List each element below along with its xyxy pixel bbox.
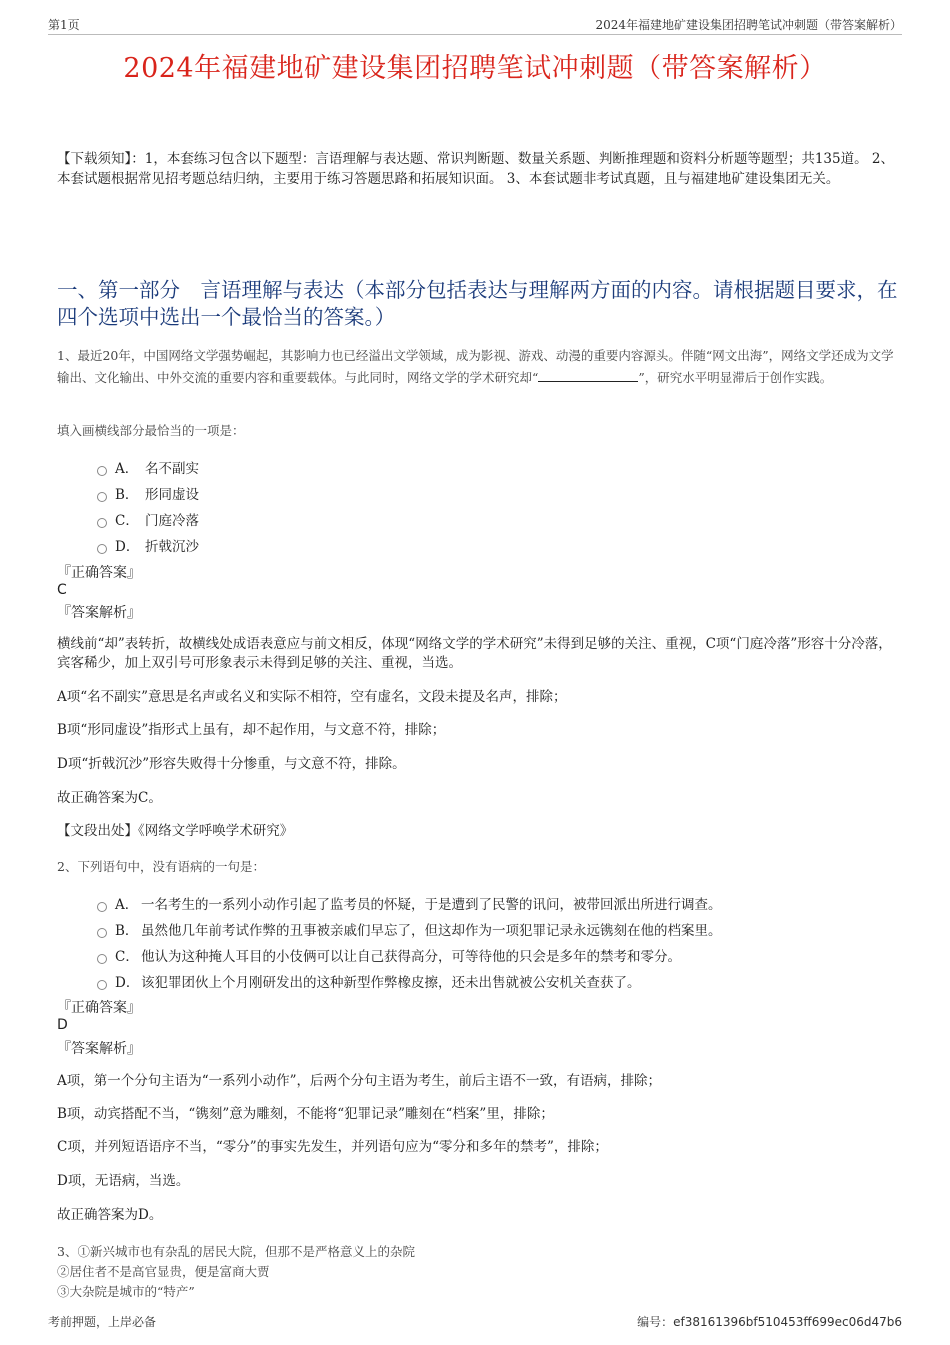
q2-option-c[interactable] — [97, 945, 681, 965]
q2-analysis-para: C项，并列短语语序不当，“零分”的事实先发生，并列语句应为“零分和多年的禁考”，排除； — [57, 1139, 608, 1155]
download-notice: 【下载须知】：1，本套练习包含以下题型：言语理解与表达题、常识判断题、数量关系题、判断推理题和资料分析题等题型；共135道。 2、本套试题根据常见招考题总结归纳，主要用于练习答题思路和拓展知识面。 3、本套试题非考试真题，且与福建地矿建设集团无关。 — [57, 151, 894, 187]
option-label: C． — [115, 949, 139, 965]
footer-code-value: ef38161396bf510453ff699ec06d47b6 — [673, 1315, 902, 1329]
page-number: 第1页 — [48, 18, 80, 32]
q1-analysis-heading: 『答案解析』 — [57, 605, 141, 621]
page-header — [48, 14, 902, 35]
option-label: A． — [115, 897, 139, 913]
radio-icon[interactable] — [97, 902, 107, 912]
q2-stem: 2、下列语句中，没有语病的一句是： — [57, 859, 265, 874]
option-text: 形同虚设 — [145, 487, 199, 503]
option-label: A． — [115, 461, 139, 477]
header-doc-title: 2024年福建地矿建设集团招聘笔试冲刺题（带答案解析） — [595, 18, 902, 32]
q2-analysis-para: D项，无语病，当选。 — [57, 1173, 190, 1189]
q2-analysis-para: A项，第一个分句主语为“一系列小动作”，后两个分句主语为考生，前后主语不一致，有语病，排除； — [57, 1073, 662, 1089]
option-label: B． — [115, 923, 139, 939]
q1-option-c[interactable] — [97, 509, 199, 529]
radio-icon[interactable] — [97, 928, 107, 938]
option-label: C． — [115, 513, 139, 529]
q3-line: ②居住者不是高官显贵，便是富商大贾 — [57, 1264, 270, 1279]
radio-icon[interactable] — [97, 518, 107, 528]
q1-blank — [538, 370, 638, 382]
q2-answer-heading: 『正确答案』 — [57, 1000, 141, 1016]
radio-icon[interactable] — [97, 492, 107, 502]
q1-stem — [57, 345, 902, 389]
page-footer — [48, 1313, 902, 1330]
radio-icon[interactable] — [97, 954, 107, 964]
option-text: 他认为这种掩人耳目的小伎俩可以让自己获得高分，可等待他的只会是多年的禁考和零分。 — [141, 949, 681, 965]
page-title: 2024年福建地矿建设集团招聘笔试冲刺题（带答案解析） — [123, 53, 827, 84]
q1-stem-part1: 1、最近20年，中国网络文学强势崛起，其影响力也已经溢出文学领域，成为影视、游戏、动漫的重要内容源头。伴随“网文出海”，网络文学还成为文学输出、文化输出、中外交流的重要内容和重要载体。与此同时，网络文学的学术研究却“ — [57, 348, 894, 385]
option-text: 一名考生的一系列小动作引起了监考员的怀疑，于是遭到了民警的讯问，被带回派出所进行调查。 — [141, 897, 722, 913]
q1-analysis-para: B项“形同虚设”指形式上虽有，却不起作用，与文意不符，排除； — [57, 722, 446, 738]
option-text: 虽然他几年前考试作弊的丑事被亲戚们早忘了，但这却作为一项犯罪记录永远镌刻在他的档案里。 — [141, 923, 722, 939]
q2-answer: D — [57, 1017, 68, 1033]
q3-line: ③大杂院是城市的“特产” — [57, 1284, 195, 1299]
q1-option-a[interactable] — [97, 457, 199, 477]
q1-prompt: 填入画横线部分最恰当的一项是： — [57, 423, 245, 438]
option-text: 门庭冷落 — [145, 513, 199, 529]
q1-analysis-para: D项“折戟沉沙”形容失败得十分惨重，与文意不符，排除。 — [57, 756, 406, 772]
q2-analysis-heading: 『答案解析』 — [57, 1041, 141, 1057]
q2-option-a[interactable] — [97, 893, 722, 913]
footer-slogan: 考前押题，上岸必备 — [48, 1315, 157, 1329]
option-text: 该犯罪团伙上个月刚研发出的这种新型作弊橡皮擦，还未出售就被公安机关查获了。 — [141, 975, 641, 991]
footer-code-label: 编号： — [637, 1315, 674, 1329]
q1-option-d[interactable] — [97, 535, 199, 555]
q2-option-b[interactable] — [97, 919, 722, 939]
q2-analysis-para: 故正确答案为D。 — [57, 1207, 163, 1223]
section-heading: 一、第一部分 言语理解与表达（本部分包括表达与理解两方面的内容。请根据题目要求，在四个选项中选出一个最恰当的答案。） — [57, 278, 898, 329]
option-label: D． — [115, 975, 140, 991]
q1-analysis-para: 横线前“却”表转折，故横线处成语表意应与前文相反，体现“网络文学的学术研究”未得到足够的关注、重视，C项“门庭冷落”形容十分冷落，宾客稀少，加上双引号可形象表示未得到足够的关注、重视，当选。 — [57, 636, 892, 671]
q1-analysis-para: A项“名不副实”意思是名声或名义和实际不相符，空有虚名，文段未提及名声，排除； — [57, 689, 567, 705]
q1-answer: C — [57, 582, 67, 598]
q1-source: 【文段出处】《网络文学呼唤学术研究》 — [57, 823, 294, 839]
footer-code — [637, 1313, 902, 1330]
radio-icon[interactable] — [97, 980, 107, 990]
q2-analysis-para: B项，动宾搭配不当，“镌刻”意为雕刻，不能将“犯罪记录”雕刻在“档案”里，排除； — [57, 1106, 554, 1122]
q1-option-b[interactable] — [97, 483, 199, 503]
q1-analysis-para: 故正确答案为C。 — [57, 790, 162, 806]
q1-stem-part2: ”，研究水平明显滞后于创作实践。 — [638, 369, 833, 385]
radio-icon[interactable] — [97, 544, 107, 554]
q2-option-d[interactable] — [97, 971, 641, 991]
radio-icon[interactable] — [97, 466, 107, 476]
option-text: 折戟沉沙 — [145, 539, 199, 555]
option-label: D． — [115, 539, 140, 555]
option-text: 名不副实 — [145, 461, 199, 477]
q3-line: 3、①新兴城市也有杂乱的居民大院，但那不是严格意义上的杂院 — [57, 1244, 415, 1259]
q1-answer-heading: 『正确答案』 — [57, 565, 141, 581]
option-label: B． — [115, 487, 139, 503]
